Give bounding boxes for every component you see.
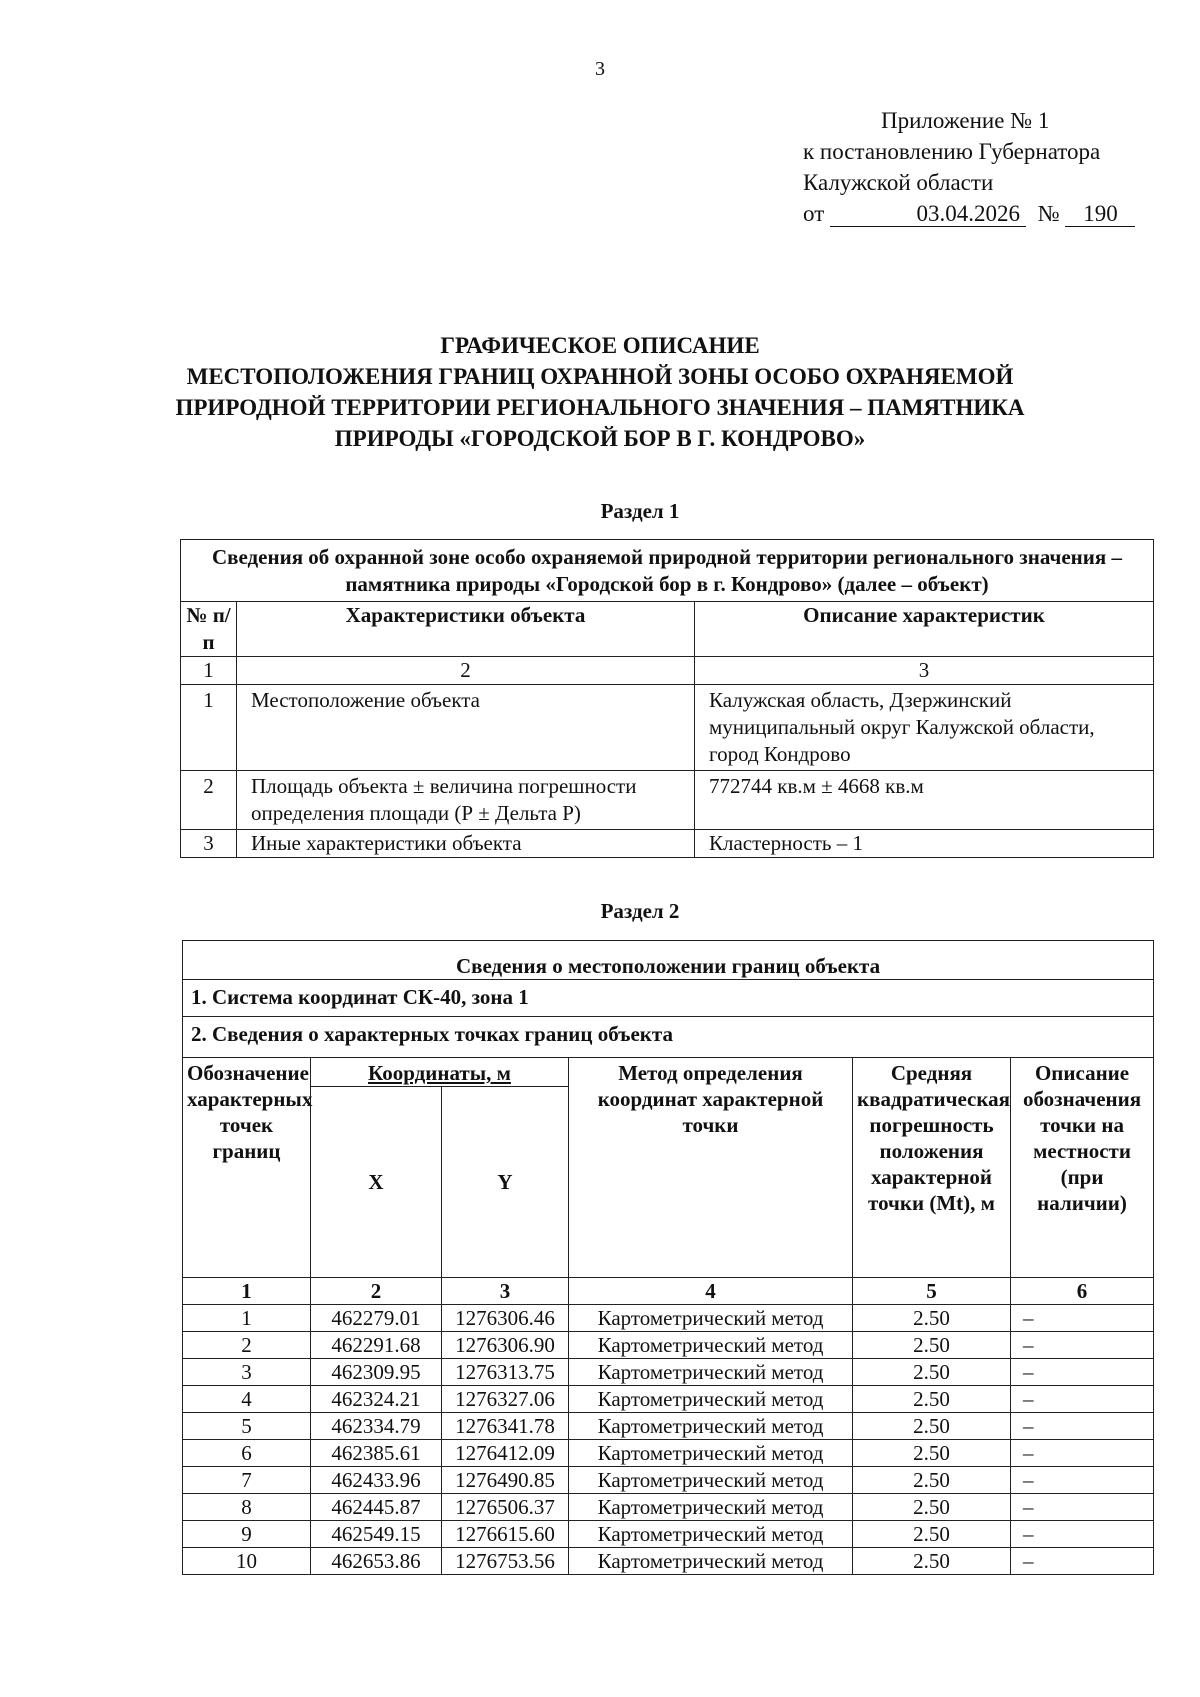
table-row [183,1386,1154,1413]
point-id: 4 [183,1386,311,1413]
point-desc: – [1011,1521,1154,1548]
point-desc: – [1011,1332,1154,1359]
point-y: 1276306.46 [442,1305,569,1332]
table-row [183,1548,1154,1575]
table-header-row [183,1058,1154,1087]
row-description: Калужская область, Дзержинский муниципальный округ Калужской области, город Кондрово [695,685,1154,771]
table-row [183,1494,1154,1521]
point-method: Картометрический метод [569,1332,853,1359]
point-y: 1276615.60 [442,1521,569,1548]
row-characteristic: Местоположение объекта [237,685,695,771]
col-header-error: Средняя квадратическая погрешность положения характерной точки (Mt), м [853,1058,1011,1278]
point-desc: – [1011,1440,1154,1467]
point-mt: 2.50 [853,1305,1011,1332]
coord-system: 1. Система координат СК-40, зона 1 [183,980,1154,1017]
decree-date: 03.04.2026 [830,202,1026,227]
point-method: Картометрический метод [569,1359,853,1386]
col-number: 2 [311,1278,442,1305]
appendix-line-3: Калужской области [803,170,994,195]
table-caption-row [181,540,1154,602]
row-characteristic: Иные характеристики объекта [237,830,695,858]
appendix-line-1: Приложение № 1 [881,108,1050,133]
title-line-1: ГРАФИЧЕСКОЕ ОПИСАНИЕ [440,333,760,358]
section-2-heading: Раздел 2 [600,899,680,923]
col-number: 3 [442,1278,569,1305]
point-method: Картометрический метод [569,1548,853,1575]
point-mt: 2.50 [853,1521,1011,1548]
col-header-characteristic: Характеристики объекта [237,602,695,657]
row-num: 1 [181,685,237,771]
section-1-table [180,539,1154,858]
title-line-4: ПРИРОДЫ «ГОРОДСКОЙ БОР В Г. КОНДРОВО» [334,426,866,451]
points-caption-row [183,1017,1154,1058]
point-mt: 2.50 [853,1413,1011,1440]
point-method: Картометрический метод [569,1521,853,1548]
point-desc: – [1011,1467,1154,1494]
row-characteristic: Площадь объекта ± величина погрешности определения площади (Р ± Дельта Р) [237,771,695,830]
point-x: 462653.86 [311,1548,442,1575]
col-header-num: № п/п [181,602,237,657]
point-x: 462324.21 [311,1386,442,1413]
appendix-line-2: к постановлению Губернатора [803,139,1101,164]
table-row [183,1359,1154,1386]
point-x: 462291.68 [311,1332,442,1359]
col-header-description: Описание обозначения точки на местности (при наличии) [1011,1058,1154,1278]
point-mt: 2.50 [853,1494,1011,1521]
row-num: 3 [181,830,237,858]
point-x: 462279.01 [311,1305,442,1332]
coord-system-row [183,980,1154,1017]
decree-number: 190 [1065,202,1135,227]
point-method: Картометрический метод [569,1467,853,1494]
point-y: 1276306.90 [442,1332,569,1359]
point-y: 1276341.78 [442,1413,569,1440]
point-method: Картометрический метод [569,1305,853,1332]
point-mt: 2.50 [853,1467,1011,1494]
row-description: 772744 кв.м ± 4668 кв.м [695,771,1154,830]
point-mt: 2.50 [853,1548,1011,1575]
page-number: 3 [595,58,605,80]
point-y: 1276412.09 [442,1440,569,1467]
number-prefix: № [1037,201,1060,226]
title-line-3: ПРИРОДНОЙ ТЕРРИТОРИИ РЕГИОНАЛЬНОГО ЗНАЧЕНИЯ – ПАМЯТНИКА [175,395,1025,420]
table-row [183,1332,1154,1359]
col-header-x: X [311,1087,442,1278]
document-title [100,330,1100,454]
col-header-coords: Координаты, м [311,1058,569,1087]
point-x: 462385.61 [311,1440,442,1467]
table-row [181,685,1154,771]
point-mt: 2.50 [853,1386,1011,1413]
point-id: 2 [183,1332,311,1359]
col-header-y: Y [442,1087,569,1278]
point-desc: – [1011,1494,1154,1521]
section-1-heading: Раздел 1 [600,499,680,523]
table-row [183,1467,1154,1494]
table-row [183,1521,1154,1548]
point-y: 1276327.06 [442,1386,569,1413]
column-number-row [183,1278,1154,1305]
appendix-date-line [803,198,1135,229]
point-id: 5 [183,1413,311,1440]
point-x: 462334.79 [311,1413,442,1440]
table-caption: Сведения о местоположении границ объекта [183,941,1154,980]
point-mt: 2.50 [853,1359,1011,1386]
column-number-row [181,657,1154,685]
table-row [183,1440,1154,1467]
col-number: 2 [237,657,695,685]
point-method: Картометрический метод [569,1386,853,1413]
point-id: 9 [183,1521,311,1548]
col-number: 3 [695,657,1154,685]
point-id: 10 [183,1548,311,1575]
table-row [183,1305,1154,1332]
point-y: 1276753.56 [442,1548,569,1575]
col-number: 6 [1011,1278,1154,1305]
table-header-row [181,602,1154,657]
col-header-method: Метод определения координат характерной точки [569,1058,853,1278]
point-method: Картометрический метод [569,1494,853,1521]
point-y: 1276313.75 [442,1359,569,1386]
table-row [183,1413,1154,1440]
point-id: 8 [183,1494,311,1521]
col-number: 4 [569,1278,853,1305]
row-num: 2 [181,771,237,830]
point-mt: 2.50 [853,1332,1011,1359]
point-method: Картометрический метод [569,1413,853,1440]
col-number: 1 [183,1278,311,1305]
point-id: 7 [183,1467,311,1494]
title-line-2: МЕСТОПОЛОЖЕНИЯ ГРАНИЦ ОХРАННОЙ ЗОНЫ ОСОБО ОХРАНЯЕМОЙ [186,364,1014,389]
section-2-table [182,940,1154,1575]
table-row [181,830,1154,858]
row-description: Кластерность – 1 [695,830,1154,858]
col-header-description: Описание характеристик [695,602,1154,657]
point-y: 1276490.85 [442,1467,569,1494]
point-method: Картометрический метод [569,1440,853,1467]
point-desc: – [1011,1386,1154,1413]
table-caption: Сведения об охранной зоне особо охраняемой природной территории регионального значения – памятника природы «Городской бор в г. Кондрово» (далее – объект) [181,540,1154,602]
point-mt: 2.50 [853,1440,1011,1467]
point-x: 462433.96 [311,1467,442,1494]
table-row [181,771,1154,830]
point-x: 462445.87 [311,1494,442,1521]
point-desc: – [1011,1413,1154,1440]
col-number: 1 [181,657,237,685]
table-caption-row [183,941,1154,980]
point-x: 462309.95 [311,1359,442,1386]
point-y: 1276506.37 [442,1494,569,1521]
point-id: 3 [183,1359,311,1386]
points-caption: 2. Сведения о характерных точках границ объекта [183,1017,1154,1058]
point-desc: – [1011,1305,1154,1332]
point-x: 462549.15 [311,1521,442,1548]
col-number: 5 [853,1278,1011,1305]
point-desc: – [1011,1548,1154,1575]
col-header-designation: Обозначение характерных точек границ [183,1058,311,1278]
point-desc: – [1011,1359,1154,1386]
point-id: 6 [183,1440,311,1467]
date-prefix: от [803,201,825,226]
appendix-block [803,105,1135,229]
point-id: 1 [183,1305,311,1332]
